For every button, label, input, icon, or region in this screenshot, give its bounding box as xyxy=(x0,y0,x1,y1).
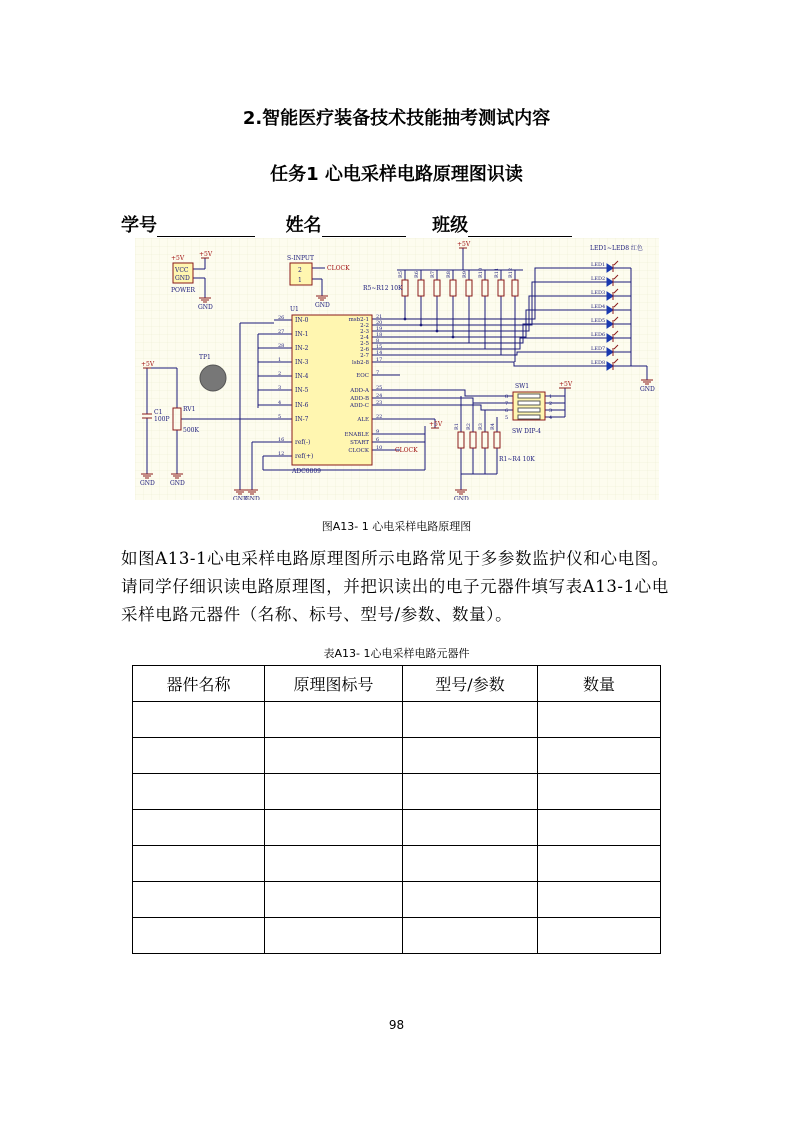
c1-gnd: GND xyxy=(140,480,155,487)
table-cell[interactable] xyxy=(133,702,265,738)
sinput-pin2: 2 xyxy=(298,267,302,274)
u1-right-pin-number: 10 xyxy=(376,445,383,451)
u1-right-pin-number: 15 xyxy=(376,344,383,350)
table-cell[interactable] xyxy=(538,738,661,774)
table-cell[interactable] xyxy=(265,774,403,810)
table-cell[interactable] xyxy=(538,810,661,846)
tp1-label: TP1 xyxy=(199,354,211,361)
components-table xyxy=(132,665,661,954)
led-label: LED6 xyxy=(591,332,606,338)
instruction-paragraph: 如图A13-1心电采样电路原理图所示电路常见于多参数监护仪和心电图。请同学仔细识读电路原理图，并把识读出的电子元器件填写表A13-1心电采样电路元器件（名称、标号、型号/参数、数量）。 xyxy=(121,549,669,624)
table-row xyxy=(133,882,661,918)
name-label: 姓名 xyxy=(285,215,322,236)
section-title: 2.智能医疗装备技术技能抽考测试内容 xyxy=(242,108,551,129)
sw1-left-pin: 7 xyxy=(505,401,509,407)
resistor-top-label: R8 xyxy=(446,271,452,278)
clock-net-label: CLOCK xyxy=(395,447,418,454)
resistor-bottom-label-text: R1~R4 10K xyxy=(499,456,535,463)
header-designator: 原理图标号 xyxy=(265,666,403,702)
resistor-bottom-label: R3 xyxy=(478,423,484,430)
table-cell[interactable] xyxy=(265,738,403,774)
resistor-top-label: R11 xyxy=(494,267,500,278)
sw1-right-pin: 3 xyxy=(549,408,553,414)
student-id-label: 学号 xyxy=(121,215,157,236)
sinput-gnd: GND xyxy=(315,302,330,309)
u1-right-pin-number: 7 xyxy=(376,370,380,376)
u1-left-pin-number: 26 xyxy=(278,315,285,321)
table-row xyxy=(133,810,661,846)
table-cell[interactable] xyxy=(133,918,265,954)
resistor-top-label: R12 xyxy=(508,267,514,278)
header-quantity: 数量 xyxy=(538,666,661,702)
u1-right-pin-label: ADD-B xyxy=(350,396,369,402)
u1-left-pin-label: IN-1 xyxy=(295,331,309,338)
u1-right-pin-label: START xyxy=(350,440,369,446)
u1-left-pin-label: IN-2 xyxy=(295,345,309,352)
u1-right-pin-label: 2-5 xyxy=(360,341,369,347)
header-component-name: 器件名称 xyxy=(133,666,265,702)
table-cell[interactable] xyxy=(403,810,538,846)
sw1-part-label: SW DIP-4 xyxy=(512,428,541,435)
u1-right-pin-number: 17 xyxy=(376,357,383,363)
u1-left-pin-number: 3 xyxy=(278,385,282,391)
student-info-fields xyxy=(121,211,572,237)
led-gnd: GND xyxy=(640,386,655,393)
u1-left-pin-number: 2 xyxy=(278,371,282,377)
rv1-gnd: GND xyxy=(170,480,185,487)
u1-right-pin-number: 18 xyxy=(376,332,383,338)
u1-right-pin-label: lsb2-8 xyxy=(352,360,369,366)
resistor-top-label: R6 xyxy=(414,271,420,278)
class-blank[interactable] xyxy=(468,218,572,237)
table-cell[interactable] xyxy=(133,846,265,882)
resistor-bottom-label: R4 xyxy=(490,423,496,430)
table-cell[interactable] xyxy=(133,810,265,846)
resistor-top-label: R7 xyxy=(430,271,436,278)
u1-left-pin-number: 27 xyxy=(278,329,285,335)
header-model-param: 型号/参数 xyxy=(403,666,538,702)
name-blank[interactable] xyxy=(322,218,406,237)
table-cell[interactable] xyxy=(265,882,403,918)
resistor-top-label: R9 xyxy=(462,271,468,278)
resistor-bottom-label: R1 xyxy=(454,423,460,430)
u1-right-pin-label: CLOCK xyxy=(348,448,369,454)
circuit-schematic xyxy=(135,238,659,500)
tp1-probe xyxy=(200,365,226,391)
power-5v-label: +5V xyxy=(171,255,185,262)
table-row xyxy=(133,774,661,810)
u1-right-pin-label: 2-2 xyxy=(360,323,369,329)
sw1-right-pin: 1 xyxy=(549,394,553,400)
left-bus-gnd: GND xyxy=(233,496,248,500)
schematic-svg xyxy=(135,238,659,500)
table-row xyxy=(133,738,661,774)
student-id-blank[interactable] xyxy=(157,218,255,237)
ref-gnd: GND xyxy=(245,496,260,500)
figure-caption: 图A13- 1 心电采样电路原理图 xyxy=(321,520,472,533)
u1-ref-label: U1 xyxy=(290,306,299,313)
sw1-toggle xyxy=(518,394,540,398)
table-cell[interactable] xyxy=(538,774,661,810)
u1-left-pin-label: ref(-) xyxy=(295,439,311,446)
c1-value-label: 100P xyxy=(154,416,170,423)
u1-left-pin-label: IN-6 xyxy=(295,402,309,409)
table-cell[interactable] xyxy=(133,882,265,918)
sw1-left-pin: 5 xyxy=(505,415,509,421)
u1-right-pin-number: 23 xyxy=(376,400,383,406)
table-row xyxy=(133,846,661,882)
ale-vcc: +5V xyxy=(429,421,443,428)
table-cell[interactable] xyxy=(403,738,538,774)
task-title: 任务1 心电采样电路原理图识读 xyxy=(270,164,523,185)
u1-right-pin-label: 2-7 xyxy=(360,353,369,359)
resistor-top-label: R5 xyxy=(398,271,404,278)
u1-right-pin-number: 20 xyxy=(376,320,383,326)
sinput-label: S-INPUT xyxy=(287,255,314,262)
u1-right-pin-label: 2-6 xyxy=(360,347,369,353)
table-cell[interactable] xyxy=(265,702,403,738)
sw1-left-pin: 8 xyxy=(505,394,509,400)
u1-right-pin-label: EOC xyxy=(356,373,369,379)
u1-right-pin-number: 21 xyxy=(376,314,383,320)
u1-right-pin-number: 14 xyxy=(376,350,383,356)
sw1-toggle xyxy=(518,415,540,419)
sw1-toggle xyxy=(518,401,540,405)
power-label: POWER xyxy=(171,287,196,294)
u1-left-pin-label: IN-5 xyxy=(295,387,309,394)
u1-left-pin-label: ref(+) xyxy=(295,453,314,460)
c1-ref-label: C1 xyxy=(154,409,163,416)
table-cell[interactable] xyxy=(265,810,403,846)
u1-left-pin-number: 4 xyxy=(278,400,282,406)
u1-right-pin-label: ENABLE xyxy=(344,432,369,438)
sw1-right-pin: 4 xyxy=(549,415,553,421)
resistor-bottom-label: R2 xyxy=(466,423,472,430)
u1-part-label: ADC0809 xyxy=(292,468,322,475)
table-row xyxy=(133,918,661,954)
u1-right-pin-number: 25 xyxy=(376,385,383,391)
sw1-right-pin: 2 xyxy=(549,401,553,407)
led-label: LED2 xyxy=(591,276,606,282)
led-label: LED5 xyxy=(591,318,606,324)
led-label: LED7 xyxy=(591,346,606,352)
sw1-toggle xyxy=(518,408,540,412)
u1-right-pin-number: 22 xyxy=(376,414,383,420)
u1-left-pin-label: IN-4 xyxy=(295,373,309,380)
power-gnd: GND xyxy=(198,304,213,311)
u1-left-pin-number: 5 xyxy=(278,414,282,420)
power-vcc-pin: VCC xyxy=(175,267,189,274)
rv1-value-label: 500K xyxy=(183,427,199,434)
table-row xyxy=(133,702,661,738)
sinput-pin1: 1 xyxy=(298,277,302,284)
table-cell[interactable] xyxy=(265,846,403,882)
u1-right-pin-label: ADD-C xyxy=(350,403,369,409)
table-cell[interactable] xyxy=(538,882,661,918)
table-cell[interactable] xyxy=(133,738,265,774)
rv1-ref-label: RV1 xyxy=(183,406,196,413)
u1-right-pin-label: msb2-1 xyxy=(348,317,369,323)
u1-left-pin-number: 28 xyxy=(278,343,285,349)
u1-right-pin-label: 2-3 xyxy=(360,329,369,335)
table-cell[interactable] xyxy=(403,918,538,954)
resistor-top-label: R10 xyxy=(478,267,484,278)
table-cell[interactable] xyxy=(133,774,265,810)
power-gnd-pin: GND xyxy=(175,275,190,282)
page-number: 98 xyxy=(388,1018,405,1032)
sw1-left-pin: 6 xyxy=(505,408,509,414)
u1-right-pin-number: 9 xyxy=(376,429,380,435)
table-cell[interactable] xyxy=(403,774,538,810)
led-label: LED4 xyxy=(591,304,606,310)
u1-right-pin-number: 8 xyxy=(376,338,380,344)
u1-left-pin-number: 16 xyxy=(278,437,285,443)
led-label: LED8 xyxy=(591,360,606,366)
u1-left-pin-number: 1 xyxy=(278,357,282,363)
table-cell[interactable] xyxy=(403,846,538,882)
resistor-bank-vcc: +5V xyxy=(457,241,471,248)
class-label: 班级 xyxy=(432,215,469,236)
sinput-clock-label: CLOCK xyxy=(327,265,350,272)
table-cell[interactable] xyxy=(403,702,538,738)
sw1-ref-label: SW1 xyxy=(515,383,530,390)
table-cell[interactable] xyxy=(538,918,661,954)
u1-left-pin-label: IN-3 xyxy=(295,359,309,366)
table-cell[interactable] xyxy=(403,882,538,918)
u1-right-pin-label: ADD-A xyxy=(350,388,369,394)
table-caption: 表A13- 1心电采样电路元器件 xyxy=(323,647,470,660)
u1-right-pin-number: 6 xyxy=(376,437,380,443)
led-bank-label: LED1~LED8 红色 xyxy=(590,245,643,252)
power-vcc-symbol: +5V xyxy=(199,251,213,258)
table-cell[interactable] xyxy=(265,918,403,954)
table-header-row xyxy=(133,666,661,702)
table-cell[interactable] xyxy=(538,846,661,882)
u1-right-pin-number: 24 xyxy=(376,393,383,399)
u1-right-pin-number: 19 xyxy=(376,326,383,332)
table-cell[interactable] xyxy=(538,702,661,738)
rv1-vcc-symbol: +5V xyxy=(141,361,155,368)
led-label: LED3 xyxy=(591,290,606,296)
sw1-vcc-label: +5V xyxy=(559,381,573,388)
u1-right-pin-label: ALE xyxy=(357,417,369,423)
resistor-bank-top-label: R5~R12 10K xyxy=(363,285,403,292)
u1-left-pin-label: IN-7 xyxy=(295,416,309,423)
u1-left-pin-number: 12 xyxy=(278,451,285,457)
resistor-bottom-gnd: GND xyxy=(454,496,469,500)
u1-left-pin-label: IN-0 xyxy=(295,317,309,324)
led-label: LED1 xyxy=(591,262,606,268)
u1-right-pin-label: 2-4 xyxy=(360,335,369,341)
